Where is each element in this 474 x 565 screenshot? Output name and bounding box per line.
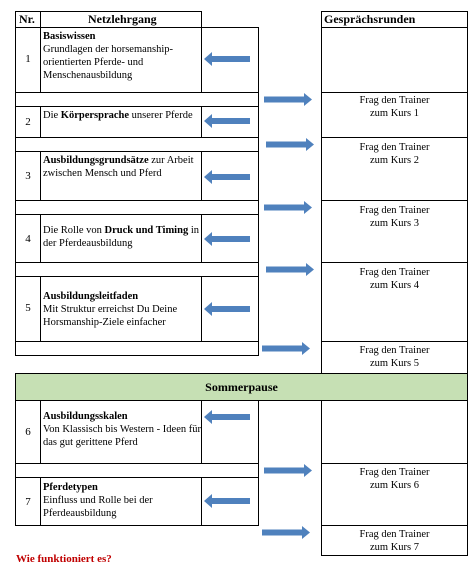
row-7-title: Pferdetypen: [43, 482, 98, 493]
arrow-left-icon: [204, 114, 250, 128]
arrow-right-icon: [262, 342, 310, 355]
row-4-pre: Die Rolle von: [43, 225, 105, 236]
arrow-left-icon: [204, 494, 250, 508]
arrow-left-icon: [204, 52, 250, 66]
trainer-5-line2: zum Kurs 5: [370, 358, 419, 369]
trainer-3: [321, 204, 468, 230]
trainer-2: [321, 141, 468, 167]
row-2-post: unserer Pferde: [129, 110, 193, 121]
row-6-desc: Von Klassisch bis Western - Ideen für das gut gerittene Pferd: [43, 424, 201, 448]
row-5-desc: Mit Struktur erreichst Du Deine Horsmanship-Ziele einfacher: [43, 304, 178, 328]
row-2-bold: Körpersprache: [60, 110, 130, 121]
arrow-right-icon: [264, 201, 312, 214]
header-nr: Nr.: [19, 12, 35, 26]
trainer-4-line2: zum Kurs 4: [370, 280, 419, 291]
row-1-gespr-cell: [321, 27, 468, 93]
trainer-3-line2: zum Kurs 3: [370, 218, 419, 229]
summer-break-label: Sommerpause: [205, 380, 278, 394]
arrow-right-icon: [266, 138, 314, 151]
trainer-4: [321, 266, 468, 292]
row-6-nr: 6: [25, 426, 31, 438]
row-5-title: Ausbildungsleitfaden: [43, 291, 139, 302]
row-7-desc: Einfluss und Rolle bei der Pferdeausbildung: [43, 495, 153, 519]
spacer-4: [15, 262, 259, 277]
arrow-left-icon: [204, 232, 250, 246]
row-3-text: [43, 154, 201, 180]
trainer-1-line2: zum Kurs 1: [370, 108, 419, 119]
trainer-2-line1: Frag den Trainer: [359, 142, 430, 153]
trainer-5: [321, 344, 468, 370]
trainer-6: [321, 466, 468, 492]
trainer-4-line1: Frag den Trainer: [359, 267, 430, 278]
row-4-text: [43, 224, 201, 250]
trainer-6-line1: Frag den Trainer: [359, 467, 430, 478]
arrow-left-icon: [204, 410, 250, 424]
row-1-nr: 1: [25, 53, 31, 65]
header-netzlehrgang: Netzlehrgang: [88, 12, 157, 26]
spacer-5: [15, 341, 259, 356]
row-6-gespr-cell: [321, 400, 468, 464]
header-gespraechsrunden: Gesprächsrunden: [324, 12, 416, 26]
summer-break-bar: [15, 373, 468, 401]
trainer-3-line1: Frag den Trainer: [359, 205, 430, 216]
arrow-right-icon: [262, 526, 310, 539]
row-4-bold: Druck und Timing: [104, 225, 189, 236]
row-5-text: [43, 290, 201, 329]
row-6-text: [43, 410, 201, 449]
row-1-text: [43, 30, 201, 82]
spacer-6: [15, 463, 259, 478]
row-5-nr: 5: [25, 302, 31, 314]
row-7-nr: 7: [25, 496, 31, 508]
trainer-7: [321, 528, 468, 554]
trainer-2-line2: zum Kurs 2: [370, 155, 419, 166]
row-3-nr: 3: [25, 170, 31, 182]
arrow-right-icon: [264, 93, 312, 106]
trainer-6-line2: zum Kurs 6: [370, 480, 419, 491]
trainer-5-line1: Frag den Trainer: [359, 345, 430, 356]
row-2-nr: 2: [25, 116, 31, 128]
arrow-right-icon: [264, 464, 312, 477]
row-2-text: [43, 109, 201, 122]
spacer-1: [15, 92, 259, 107]
trainer-1-line1: Frag den Trainer: [359, 95, 430, 106]
row-4-nr: 4: [25, 233, 31, 245]
trainer-7-line2: zum Kurs 7: [370, 542, 419, 553]
trainer-7-line1: Frag den Trainer: [359, 529, 430, 540]
trainer-1: [321, 94, 468, 120]
row-6-title: Ausbildungsskalen: [43, 411, 128, 422]
footer-heading: Wie funktioniert es?: [16, 553, 112, 565]
row-1-desc: Grundlagen der horsemanship-orientierten Pferde- und Menschenausbildung: [43, 44, 174, 81]
row-7-text: [43, 481, 201, 520]
row-2-pre: Die: [43, 110, 61, 121]
row-3-title: Ausbildungsgrundsätze: [43, 155, 149, 166]
row-4-post: in der Pferdeausbildung: [43, 225, 199, 249]
row-1-title: Basiswissen: [43, 31, 96, 42]
arrow-right-icon: [266, 263, 314, 276]
arrow-left-icon: [204, 302, 250, 316]
spacer-2: [15, 137, 259, 152]
row-3-desc: zur Arbeit zwischen Mensch und Pferd: [43, 155, 194, 179]
arrow-left-icon: [204, 170, 250, 184]
spacer-3: [15, 200, 259, 215]
